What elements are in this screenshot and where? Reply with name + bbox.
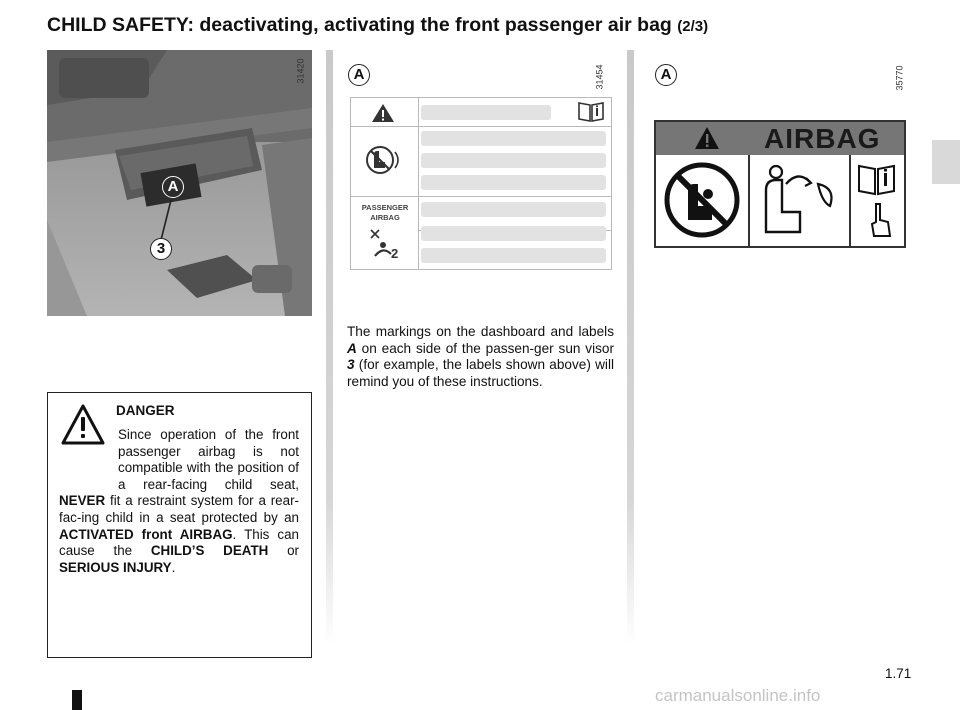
description-text: on each side of the passen-ger sun visor: [356, 340, 614, 356]
text-bar: [421, 248, 606, 263]
passenger-airbag-caption: PASSENGER AIRBAG: [361, 203, 409, 222]
danger-never: NEVER: [59, 493, 106, 509]
column-divider-right: [627, 50, 634, 645]
airbag-word: AIRBAG: [764, 123, 881, 154]
danger-text-part: .: [171, 559, 176, 575]
dash-label-divider: [418, 98, 419, 269]
danger-injury: SERIOUS INJURY: [59, 559, 172, 575]
danger-text-part: or: [268, 543, 299, 559]
airbag-ref-number: 35770: [894, 65, 905, 91]
child-seat-prohibited-icon: [662, 160, 742, 240]
text-bar: [421, 105, 551, 120]
text-bar: [421, 131, 606, 146]
description-text: The markings on the dashboard and labels: [347, 324, 614, 339]
danger-activated: ACTIVATED front AIRBAG: [59, 526, 233, 542]
finger-pointing-icon: [866, 202, 894, 242]
dash-label-row-line: [351, 126, 611, 127]
danger-box: [47, 392, 312, 658]
airbag-off-icon: [369, 228, 403, 260]
sun-visor-ref: 3: [347, 357, 355, 372]
photo-ref-number: 31420: [295, 58, 306, 84]
dash-ref-number: 31454: [594, 64, 605, 90]
seat-airbag-deploy-icon: [756, 162, 842, 238]
airbag-label-divider: [748, 155, 750, 246]
danger-heading: DANGER: [116, 403, 175, 418]
column-divider-left: [326, 50, 333, 645]
svg-text:2: 2: [391, 246, 399, 260]
warning-triangle-icon: [371, 103, 395, 123]
text-bar: [421, 175, 606, 190]
danger-text-part: fit a restraint system for a rear-fac-ing child in a seat protected by an: [59, 493, 299, 525]
warning-triangle-icon: [694, 126, 720, 150]
danger-text-part: Since operation of the front passenger airbag is not compatible with the position of a rear-facing child seat,: [118, 427, 299, 492]
title-part: (2/3): [677, 18, 709, 35]
page-number: 1.71: [885, 666, 912, 681]
child-seat-prohibited-icon: [365, 142, 405, 178]
dash-label-row-line: [351, 196, 611, 197]
title-text: CHILD SAFETY: deactivating, activating the front passenger air bag: [47, 14, 672, 36]
dashboard-label: [350, 97, 612, 270]
manual-book-icon: [577, 101, 605, 123]
danger-death: CHILD’S DEATH: [150, 543, 269, 559]
label-a-ref: A: [347, 340, 357, 356]
crop-mark: [72, 690, 82, 710]
danger-text: [59, 427, 299, 576]
airbag-warning-label: [654, 120, 906, 248]
text-bar: [421, 226, 606, 241]
airbag-label-divider: [849, 155, 851, 246]
photo-label-3: 3: [150, 238, 172, 260]
text-bar: [421, 202, 606, 217]
dash-label-a: A: [348, 64, 370, 86]
airbag-label-a: A: [655, 64, 677, 86]
airbag-label-header: [656, 122, 904, 155]
text-bar: [421, 153, 606, 168]
description-paragraph: [347, 324, 614, 390]
page-title: [47, 14, 708, 37]
section-tab: [932, 140, 960, 184]
description-text: (for example, the labels shown above) will remind you of these instructions.: [347, 357, 614, 389]
photo-label-a: A: [162, 176, 184, 198]
danger-text-part: . This can cause the: [59, 526, 300, 559]
sun-visor-photo: [47, 50, 312, 316]
watermark: carmanualsonline.info: [655, 686, 821, 705]
